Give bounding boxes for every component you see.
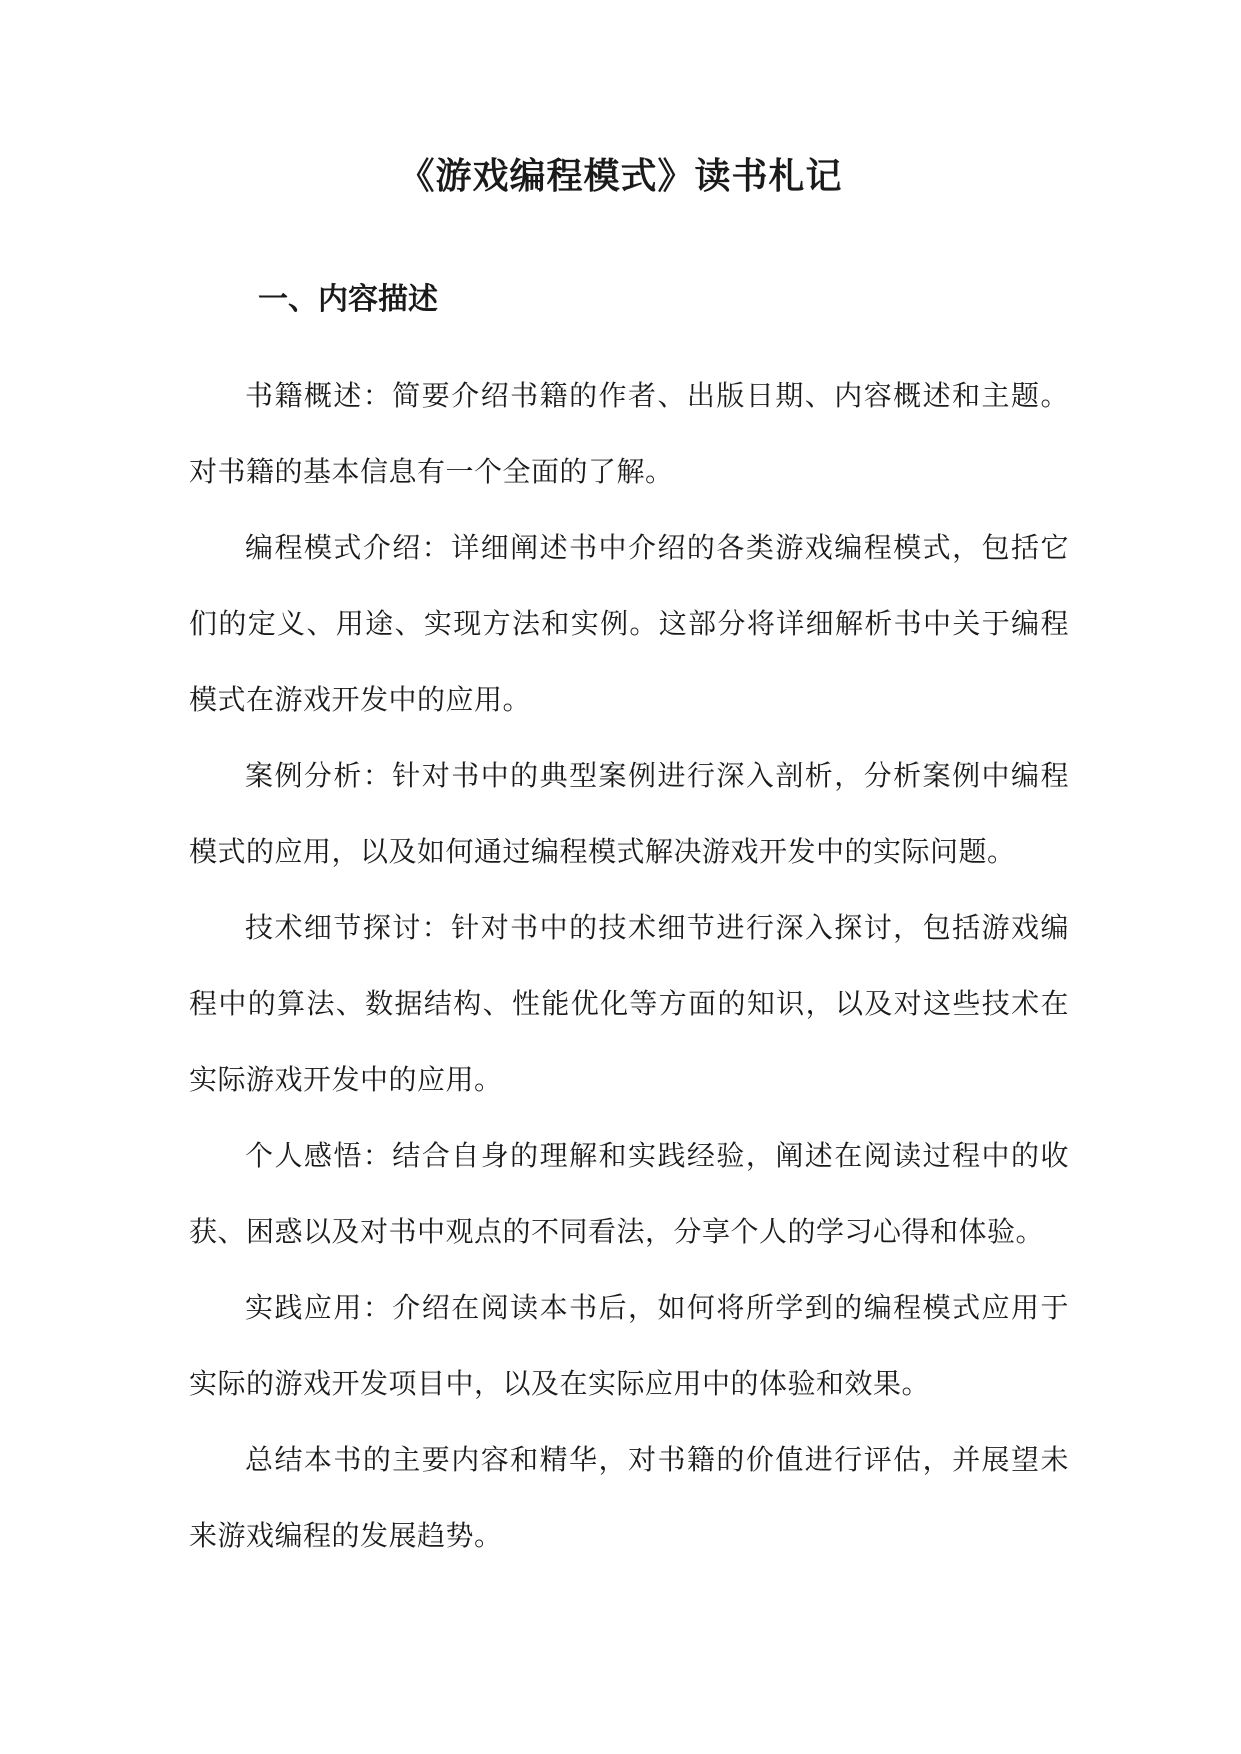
paragraph-summary: 总结本书的主要内容和精华，对书籍的价值进行评估，并展望未来游戏编程的发展趋势。 (189, 1443, 1069, 1552)
paragraph-book-overview: 书籍概述：简要介绍书籍的作者、出版日期、内容概述和主题。对书籍的基本信息有一个全面的了解。 (189, 379, 1069, 488)
paragraph-technical-details: 技术细节探讨：针对书中的技术细节进行深入探讨，包括游戏编程中的算法、数据结构、性能优化等方面的知识，以及对这些技术在实际游戏开发中的应用。 (189, 911, 1069, 1096)
section-heading: 一、内容描述 (258, 282, 438, 317)
paragraph-pattern-intro: 编程模式介绍：详细阐述书中介绍的各类游戏编程模式，包括它们的定义、用途、实现方法和实例。这部分将详细解析书中关于编程模式在游戏开发中的应用。 (189, 531, 1069, 716)
paragraph-case-analysis: 案例分析：针对书中的典型案例进行深入剖析，分析案例中编程模式的应用，以及如何通过编程模式解决游戏开发中的实际问题。 (189, 759, 1069, 868)
document-title: 《游戏编程模式》读书札记 (398, 155, 843, 197)
paragraph-practical-application: 实践应用：介绍在阅读本书后，如何将所学到的编程模式应用于实际的游戏开发项目中，以及在实际应用中的体验和效果。 (189, 1291, 1069, 1400)
section-body (189, 358, 1069, 1574)
paragraph-personal-insights: 个人感悟：结合自身的理解和实践经验，阐述在阅读过程中的收获、困惑以及对书中观点的不同看法，分享个人的学习心得和体验。 (189, 1139, 1069, 1248)
